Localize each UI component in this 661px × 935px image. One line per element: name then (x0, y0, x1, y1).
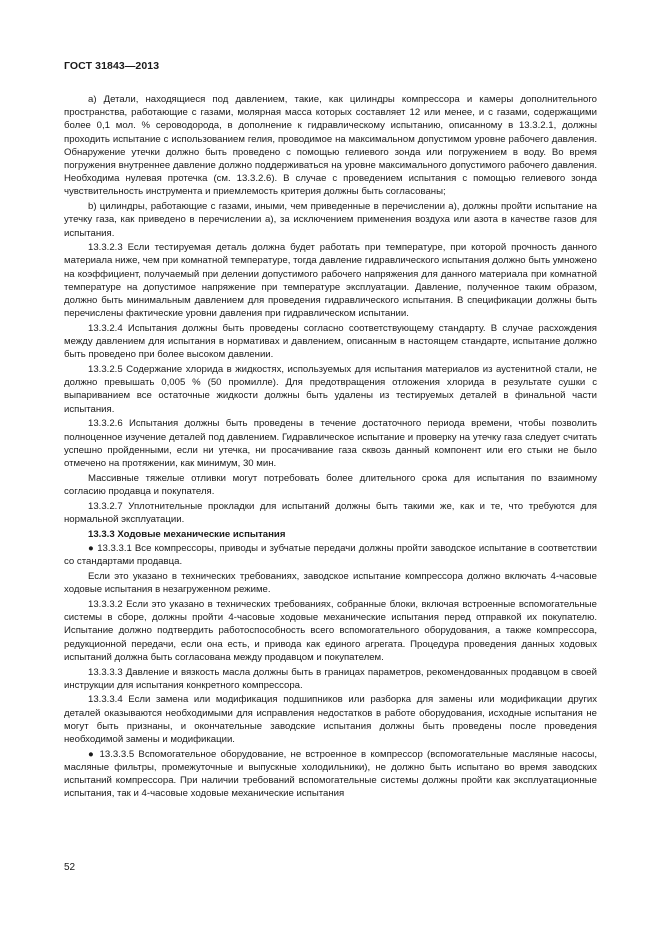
paragraph-a: а) Детали, находящиеся под давлением, такие, как цилиндры компрессора и камеры дополнительного пространства, работающие с газами, молярная масса которых составляет 12 или менее, и с газами, содержащими более 0,1 мол. % сероводорода, в дополнение к гидравлическому испытанию, описанному в 13.3.2.1, должны проходить испытание с использованием гелия, проводимое на максимальном допустимом уровне рабочего давления. Обнаружение утечки должно быть проведено с помощью гелиевого зонда или погружением в воду. Во время погружения внутреннее давление должно поддерживаться на уровне максимального допустимого рабочего давления. Необходима нулевая протечка (см. 13.3.2.6). В случае с проведением испытания с помощью гелиевого зонда чувствительность инструмента и приемлемость критерия должны быть согласованы; (64, 94, 597, 198)
section-heading-13-3-3: 13.3.3 Ходовые механические испытания (88, 528, 286, 540)
standard-header: ГОСТ 31843—2013 (64, 60, 160, 72)
clause-13-3-3-4: 13.3.3.4 Если замена или модификация подшипников или разборка для замены или модификации других деталей оказываются необходимыми для исправления недостатков в работе оборудования, исходные испытания не могут быть признаны, и окончательные заводские испытания должны быть проведены после проведения необходимой замены и модификации. (64, 694, 597, 746)
body-text (64, 93, 597, 802)
clause-13-3-2-6: 13.3.2.6 Испытания должны быть проведены в течение достаточного периода времени, чтобы позволить полноценное изучение деталей под давлением. Гидравлическое испытание и проверку на утечку газа следует считать успешно пройденными, если ни утечка, ни просачивание газа сквозь данный компонент или его стыки не было отмечено на протяжении, как минимум, 30 мин. (64, 418, 597, 469)
paragraph-castings: Массивные тяжелые отливки могут потребовать более длительного срока для испытания по взаимному согласию продавца и покупателя. (64, 472, 597, 497)
clause-13-3-2-4: 13.3.2.4 Испытания должны быть проведены согласно соответствующему стандарту. В случае расхождения между давлением для испытания в нормативах и давлением, описанным в настоящем стандарте, испытание должно быть проведено при более высоком давлении. (64, 322, 597, 361)
page-number: 52 (64, 862, 76, 873)
clause-13-3-3-1: ● 13.3.3.1 Все компрессоры, приводы и зубчатые передачи должны пройти заводское испытание в соответствии со стандартами продавца. (64, 543, 597, 568)
clause-13-3-3-3: 13.3.3.3 Давление и вязкость масла должны быть в границах параметров, рекомендованных продавцом в своей инструкции для испытания конкретного компрессора. (64, 666, 597, 691)
clause-13-3-3-2: 13.3.3.2 Если это указано в технических требованиях, собранные блоки, включая встроенные вспомогательные системы в сборе, должны пройти 4-часовые ходовые механические испытания перед отправкой их покупателю. Испытание должно подтвердить работоспособность всего вспомогательного оборудования, а также компрессора, редукционной передачи, если она есть, и привода как единого агрегата. Процедура проведения данных ходовых испытаний должна быть согласована между продавцом и покупателем. (64, 599, 597, 663)
clause-13-3-2-5: 13.3.2.5 Содержание хлорида в жидкостях, используемых для испытания материалов из аустенитной стали, не должно превышать 0,005 % (50 промилле). Для предотвращения отложения хлорида в результате сушки с выпариванием все остаточные жидкости должны быть удалены из тестируемых деталей в финальной части испытания. (64, 364, 597, 415)
clause-13-3-2-3: 13.3.2.3 Если тестируемая деталь должна будет работать при температуре, при которой прочность данного материала ниже, чем при комнатной температуре, тогда давление гидравлического испытания должно быть умножено на коэффициент, получаемый при делении допустимого рабочего напряжения для данного материала при комнатной температуре на допустимое напряжение при температуре эксплуатации. Давление, полученное таким образом, должно быть минимальным давлением для проведения гидравлического испытания. В спецификации должны быть перечислены фактические уровни давления при гидравлическом испытании. (64, 242, 597, 320)
paragraph-b: b) цилиндры, работающие с газами, иными, чем приведенные в перечислении а), должны пройти испытание на утечку газа, как приведено в перечислении а), за исключением применения воздуха или азота в качестве газов для испытания. (64, 201, 597, 239)
paragraph-unloaded-test: Если это указано в технических требованиях, заводское испытание компрессора должно включать 4-часовые ходовые испытания в незагруженном режиме. (64, 571, 597, 596)
clause-13-3-3-5: ● 13.3.3.5 Вспомогательное оборудование, не встроенное в компрессор (вспомогательные масляные насосы, масляные фильтры, промежуточные и выпускные холодильники), не должно быть испытано во время заводских испытаний компрессора. При наличии требований вспомогательные системы должны пройти как эксплуатационные испытания, так и 4-часовые ходовые механические испытания (64, 748, 597, 800)
clause-13-3-2-7: 13.3.2.7 Уплотнительные прокладки для испытаний должны быть такими же, как и те, что требуются для нормальной эксплуатации. (64, 500, 597, 525)
